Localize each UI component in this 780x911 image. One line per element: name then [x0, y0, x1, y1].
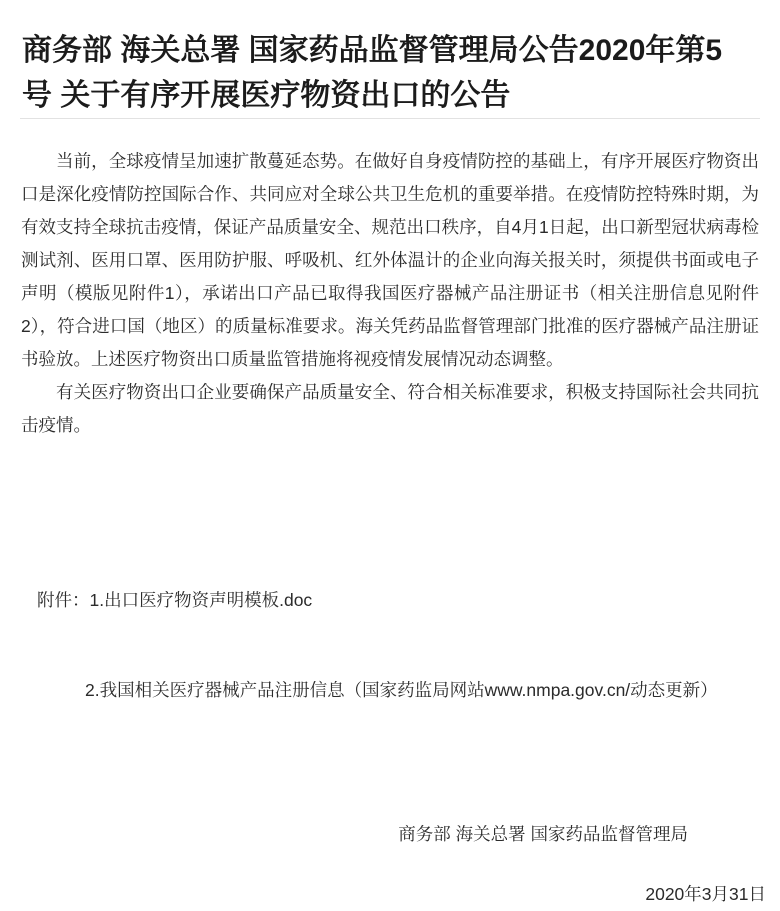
issue-date: 2020年3月31日	[645, 884, 766, 904]
page-title: 商务部 海关总署 国家药品监督管理局公告2020年第5号 关于有序开展医疗物资出口的公告	[22, 34, 723, 113]
attachment-item-1[interactable]: 附件：1.出口医疗物资声明模板.doc	[37, 590, 313, 610]
document-body	[21, 145, 759, 442]
issuing-authorities: 商务部 海关总署 国家药品监督管理局	[398, 824, 688, 844]
attachment-item-2[interactable]: 2.我国相关医疗器械产品注册信息（国家药监局网站www.nmpa.gov.cn/动态更新）	[85, 680, 718, 700]
body-paragraph-1: 当前，全球疫情呈加速扩散蔓延态势。在做好自身疫情防控的基础上，有序开展医疗物资出口是深化疫情防控国际合作、共同应对全球公共卫生危机的重要举措。在疫情防控特殊时期，为有效支持全球抗击疫情，保证产品质量安全、规范出口秩序，自4月1日起，出口新型冠状病毒检测试剂、医用口罩、医用防护服、呼吸机、红外体温计的企业向海关报关时，须提供书面或电子声明（模版见附件1），承诺出口产品已取得我国医疗器械产品注册证书（相关注册信息见附件2），符合进口国（地区）的质量标准要求。海关凭药品监督管理部门批准的医疗器械产品注册证书验放。上述医疗物资出口质量监管措施将视疫情发展情况动态调整。	[21, 151, 759, 369]
title-divider	[20, 118, 760, 119]
body-paragraph-2: 有关医疗物资出口企业要确保产品质量安全、符合相关标准要求，积极支持国际社会共同抗击疫情。	[21, 382, 759, 435]
